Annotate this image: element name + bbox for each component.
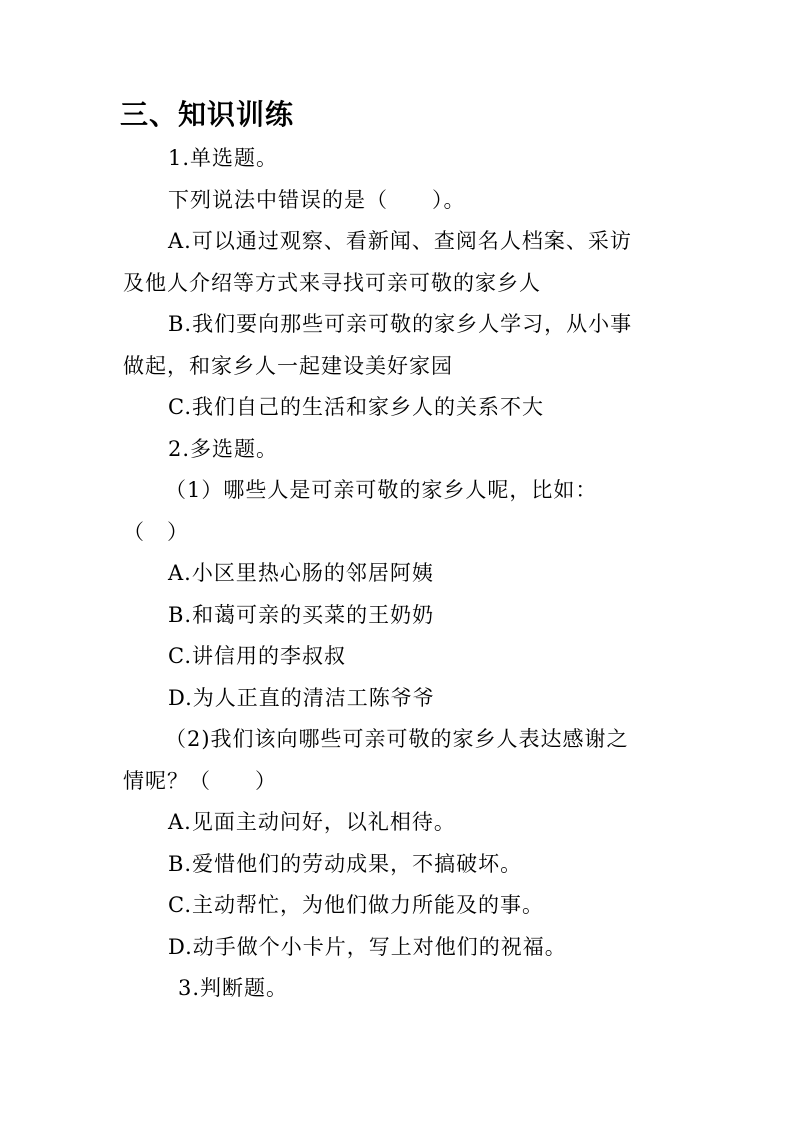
question-2-sub-1-option-a: A.小区里热心肠的邻居阿姨 xyxy=(168,561,434,585)
question-2-sub-1-option-b: B.和蔼可亲的买菜的王奶奶 xyxy=(168,603,435,627)
question-1-stem: 下列说法中错误的是（ ）。 xyxy=(168,188,466,212)
question-2-sub-1-answer-blank: （ ） xyxy=(123,520,189,544)
question-2-title: 2.多选题。 xyxy=(168,437,279,461)
question-2-sub-1-option-c: C.讲信用的李叔叔 xyxy=(168,644,346,668)
section-heading: 三、知识训练 xyxy=(120,98,295,131)
question-1-option-a-continuation: 及他人介绍等方式来寻找可亲可敬的家乡人 xyxy=(123,271,541,295)
question-2-sub-2-option-d: D.动手做个小卡片，写上对他们的祝福。 xyxy=(168,935,567,959)
question-2-sub-2-stem: （2)我们该向哪些可亲可敬的家乡人表达感谢之 xyxy=(165,727,629,751)
question-2-sub-1-stem: （1）哪些人是可亲可敬的家乡人呢，比如： xyxy=(165,478,598,502)
question-2-sub-2-option-a: A.见面主动问好，以礼相待。 xyxy=(168,810,456,834)
question-2-sub-2-option-b: B.爱惜他们的劳动成果，不搞破坏。 xyxy=(168,852,523,876)
question-2-sub-2-stem-continuation: 情呢？（ ） xyxy=(123,769,277,793)
question-1-option-c: C.我们自己的生活和家乡人的关系不大 xyxy=(168,395,544,419)
question-1-option-a: A.可以通过观察、看新闻、查阅名人档案、采访 xyxy=(168,229,632,253)
question-1-option-b-continuation: 做起，和家乡人一起建设美好家园 xyxy=(123,354,453,378)
question-1-title: 1.单选题。 xyxy=(168,146,279,170)
question-3-title: 3.判断题。 xyxy=(178,976,289,1000)
question-2-sub-1-option-d: D.为人正直的清洁工陈爷爷 xyxy=(168,686,435,710)
question-2-sub-2-option-c: C.主动帮忙，为他们做力所能及的事。 xyxy=(168,893,544,917)
question-1-option-b: B.我们要向那些可亲可敬的家乡人学习，从小事 xyxy=(168,312,633,336)
